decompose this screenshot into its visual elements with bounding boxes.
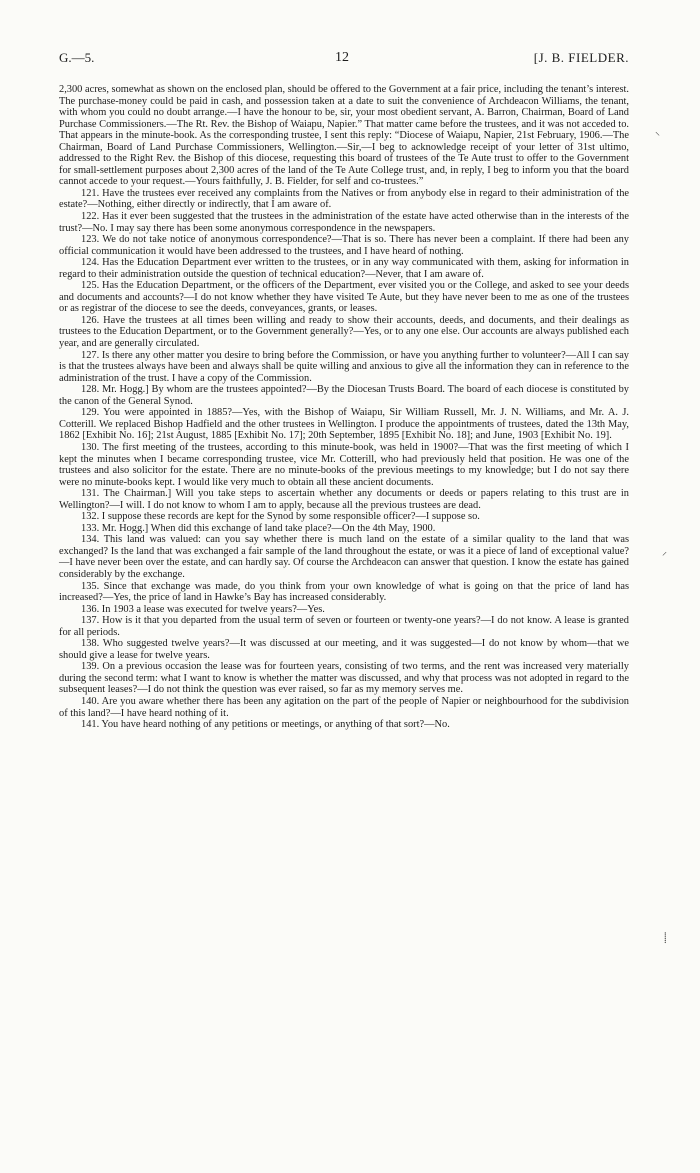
- page-header: [59, 50, 629, 70]
- paragraph: 131. The Chairman.] Will you take steps to ascertain whether any documents or deeds or papers relating to this trust are in Wellington?—I will. I do not know to whom I am to apply, because all the previous trustees are dead.: [59, 488, 629, 511]
- paragraph: 124. Has the Education Department ever written to the trustees, or in any way communicated with them, asking for information in regard to their administration outside the question of technical education?—Never, that I am aware of.: [59, 257, 629, 280]
- document-reference: G.—5.: [59, 50, 95, 65]
- paragraph: 122. Has it ever been suggested that the trustees in the administration of the estate have acted otherwise than in the interests of the trust?—No. I may say there has been some anonymous correspondence in the newspapers.: [59, 211, 629, 234]
- paragraph: 134. This land was valued: can you say whether there is much land on the estate of a similar quality to the land that was exchanged? Is the land that was exchanged a fair sample of the land throughout the estate, or was it a piece of land of exceptional value?—I have never been over the estate, and can hardly say. Of course the Archdeacon can answer that question. I know the estate has gained considerably by the exchange.: [59, 534, 629, 580]
- paragraph: 2,300 acres, somewhat as shown on the enclosed plan, should be offered to the Government at a fair price, including the tenant’s interest. The purchase-money could be paid in cash, and possession taken at a date to suit the convenience of Archdeacon Williams, the tenant, with whom you could no doubt arrange.—I have the honour to be, sir, your most obedient servant, A. Barron, Chairman, Board of Land Purchase Commissioners.—The Rt. Rev. the Bishop of Waiapu, Napier.” That matter came before the trustees, and it was not acceded to. That appears in the minute-book. As the corresponding trustee, I sent this reply: “Diocese of Waiapu, Napier, 21st February, 1906.—The Chairman, Board of Land Purchase Commissioners, Wellington.—Sir,—I beg to acknowledge receipt of your letter of 31st ultimo, addressed to the Right Rev. the Bishop of this diocese, requesting this board of trustees of the Te Aute trust to offer to the Government for small-settlement purposes about 2,300 acres of the land of the Te Aute College trust, and, in reply, I beg to inform you that the board cannot accede to your request.—Yours faithfully, J. B. Fielder, for self and co-trustees.”: [59, 84, 629, 188]
- paragraph: 133. Mr. Hogg.] When did this exchange of land take place?—On the 4th May, 1900.: [81, 522, 436, 534]
- paragraph: 130. The first meeting of the trustees, according to this minute-book, was held in 1900?—That was the first meeting of which I kept the minutes when I became corresponding trustee, vice Mr. Cotterill, who had previously held that position. He was one of the trustees and also solicitor for the estate. There are no minute-books of the previous meetings to my knowledge; but I do not say there were no minute-books kept. I would like very much to obtain all these ancient documents.: [59, 441, 629, 488]
- paragraph: 128. Mr. Hogg.] By whom are the trustees appointed?—By the Diocesan Trusts Board. The board of each diocese is constituted by the canon of the General Synod.: [59, 384, 629, 407]
- margin-mark: ⸌: [655, 131, 660, 142]
- paragraph: 127. Is there any other matter you desire to bring before the Commission, or have you anything further to volunteer?—All I can say is that the trustees always have been and always shall be quite willing and anxious to give all the information they can in reference to the administration of the trust. I have a copy of the Commission.: [59, 349, 629, 384]
- paragraph: 123. We do not take notice of anonymous correspondence?—That is so. There has never been a complaint. If there had been any official communication it would have been addressed to the trustees, and I have heard of nothing.: [59, 234, 629, 257]
- page-number: 12: [335, 50, 349, 65]
- paragraph: 141. You have heard nothing of any petitions or meetings, or anything of that sort?—No.: [81, 719, 450, 731]
- paragraph: 136. In 1903 a lease was executed for twelve years?—Yes.: [81, 603, 325, 615]
- paragraph: 140. Are you aware whether there has been any agitation on the part of the people of Napier or neighbourhood for the subdivision of this land?—I have heard nothing of it.: [59, 695, 629, 719]
- margin-mark: ⸍: [662, 551, 667, 562]
- paragraph: 132. I suppose these records are kept for the Synod by some responsible officer?—I suppose so.: [81, 511, 480, 523]
- paragraph: 139. On a previous occasion the lease was for fourteen years, consisting of two terms, and the rent was increased very materially during the second term: what I want to know is whether the matter was discussed, and why that process was not adopted in regard to the subsequent leases?—I do not think the question was ever raised, so far as my memory serves me.: [59, 661, 629, 696]
- paragraph: 137. How is it that you departed from the usual term of seven or fourteen or twenty-one years?—I do not know. A lease is granted for all periods.: [59, 615, 629, 638]
- body-text: [59, 84, 629, 731]
- paragraph: 135. Since that exchange was made, do you think from your own knowledge of what is going on that the price of land has increased?—Yes, the price of land in Hawke’s Bay has increased considerably.: [59, 580, 629, 604]
- paragraph: 129. You were appointed in 1885?—Yes, with the Bishop of Waiapu, Sir William Russell, Mr. J. N. Williams, and Mr. A. J. Cotterill. We replaced Bishop Hadfield and the other trustees in Wellington. I produce the appointments of trustees, dated the 13th May, 1862 [Exhibit No. 16]; 21st August, 1885 [Exhibit No. 17]; 20th September, 1895 [Exhibit No. 18]; and June, 1903 [Exhibit No. 19].: [59, 407, 629, 442]
- paragraph: 125. Has the Education Department, or the officers of the Department, ever visited you or the College, and asked to see your deeds and documents and accounts?—I do not know whether they have visited Te Aute, but they have never been to me as one of the trustees or as registrar of the diocese to see the deeds, conveyances, grants, or leases.: [59, 280, 629, 315]
- witness-name: [J. B. FIELDER.: [533, 50, 629, 65]
- paragraph: 138. Who suggested twelve years?—It was discussed at our meeting, and it was suggested—I do not know by whom—that we should give a lease for twelve years.: [59, 638, 629, 661]
- margin-mark: ⸽: [664, 933, 667, 944]
- paragraph: 121. Have the trustees ever received any complaints from the Natives or from anybody else in regard to their administration of the estate?—Nothing, either directly or indirectly, that I am aware of.: [59, 187, 629, 211]
- paragraph: 126. Have the trustees at all times been willing and ready to show their accounts, deeds, and documents, and their dealings as trustees to the Education Department, or to the Government generally?—Yes, or to any one else. Our accounts are always published each year, and are generally circulated.: [59, 314, 629, 350]
